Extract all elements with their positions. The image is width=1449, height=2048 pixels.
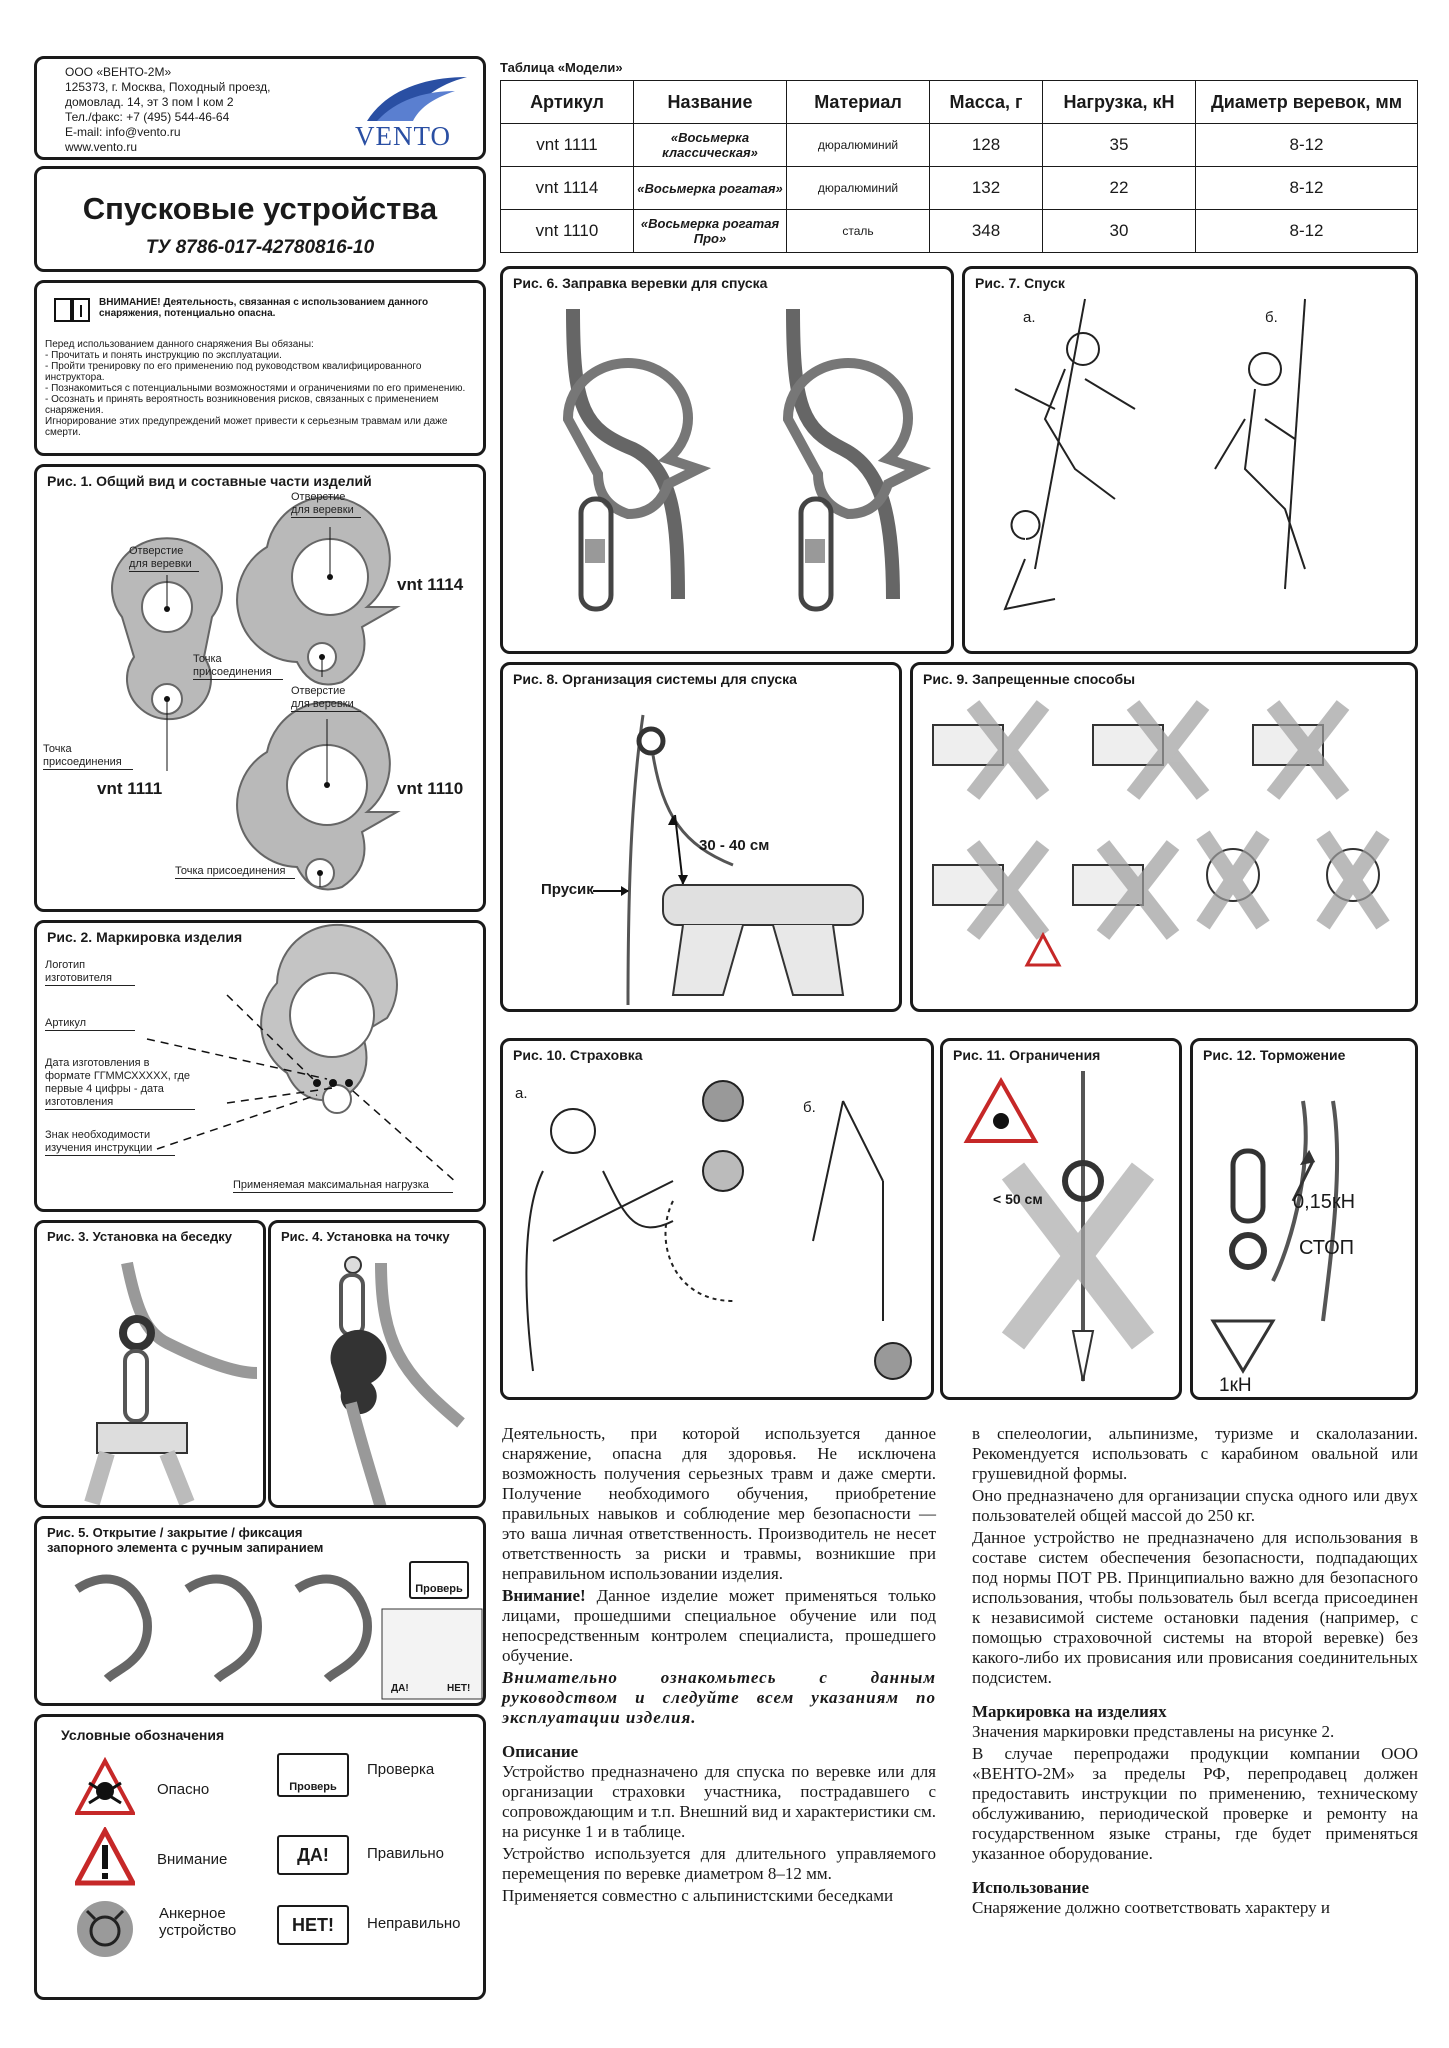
text-paragraph: В случае перепродажи продукции компании ООО «ВЕНТО-2М» за пределы РФ, перепродавец должен предоставить инструкции по применению, техническому обслуживанию, периодической проверке и ремонту на государственном языке страны, где будет применяться указанное оборудование. bbox=[972, 1744, 1418, 1863]
model-label-1111: vnt 1111 bbox=[97, 779, 163, 798]
company-address-2: домовлад. 14, эт 3 пом I ком 2 bbox=[65, 95, 234, 109]
company-phone: Тел./факс: +7 (495) 544-46-64 bbox=[65, 110, 230, 124]
table-caption: Таблица «Модели» bbox=[500, 60, 623, 75]
legend-danger-label: Опасно bbox=[157, 1781, 210, 1798]
fig7-box bbox=[962, 266, 1418, 654]
fig7-label-b: б. bbox=[1265, 309, 1278, 326]
legend-no-label: Неправильно bbox=[367, 1915, 461, 1932]
models-table bbox=[500, 80, 1418, 253]
text-paragraph-emphasis: Внимательно ознакомьтесь с данным руководством и следуйте всем указаниям по эксплуатации изделия. bbox=[502, 1668, 936, 1727]
label-attach-1114: Точка присоединения bbox=[193, 653, 283, 680]
warning-line: Перед использованием данного снаряжения Вы обязаны: bbox=[45, 339, 314, 350]
vento-logo bbox=[327, 69, 477, 155]
attention-bold: Внимание! bbox=[502, 1586, 586, 1605]
belay-drawing bbox=[503, 1041, 934, 1400]
warning-line: - Прочитать и понять инструкцию по эксплуатации. bbox=[45, 350, 282, 361]
warning-heading: ВНИМАНИЕ! Деятельность, связанная с использованием данного снаряжения, потенциально опасна. bbox=[99, 297, 429, 319]
fig9-box bbox=[910, 662, 1418, 1012]
fig12-title: Рис. 12. Торможение bbox=[1203, 1047, 1346, 1063]
fig8-box bbox=[500, 662, 902, 1012]
braking-drawing bbox=[1193, 1041, 1418, 1400]
fig1-box bbox=[34, 464, 486, 912]
table-cell: 132 bbox=[930, 167, 1043, 210]
text-column-left bbox=[502, 1424, 936, 1908]
warning-icon bbox=[75, 1827, 135, 1887]
text-paragraph: Оно предназначено для организации спуска одного или двух пользователей общей массой до 250 кг. bbox=[972, 1486, 1418, 1525]
warning-line: - Познакомиться с потенциальными возможностями и ограничениями по его применению. bbox=[45, 383, 466, 394]
table-cell: 22 bbox=[1043, 167, 1196, 210]
text-paragraph: Данное устройство не предназначено для использования в составе систем обеспечения безопасности, подпадающих под нормы ПОТ РВ. Принципиально важно для безопасного использования, чтобы пользователь был всегда присоединен к независимой системе остановки падения (например, с помощью страховочной системы на второй веревке) без какого-либо их провисания или провисания соединительных подсистем. bbox=[972, 1528, 1418, 1687]
yes-label: ДА! bbox=[391, 1683, 409, 1694]
text-paragraph: Деятельность, при которой используется данное снаряжение, опасна для здоровья. Не исключена возможность получения серьезных травм и даже смерти. Получение необходимого обучения, приобретение правильных навыков и соблюдение мер безопасности — это ваша личная ответственность. Производитель не несет ответственность за риски и травмы, возникшие при неправильном использовании изделия. bbox=[502, 1424, 936, 1583]
label-rope-hole-1110: Отверстие для веревки bbox=[291, 685, 361, 712]
legend-warning-label: Внимание bbox=[157, 1851, 228, 1868]
table-row bbox=[501, 124, 1418, 167]
fig3-box bbox=[34, 1220, 266, 1508]
text-paragraph: Устройство предназначено для спуска по веревке или для организации страховки участника, пострадавшего с сопровождающим и т.п. Внешний вид и характеристики см. на рисунке 1 и в таблице. bbox=[502, 1762, 937, 1841]
table-cell: 8-12 bbox=[1196, 210, 1418, 253]
table-header-row bbox=[501, 81, 1418, 124]
table-header: Масса, г bbox=[930, 81, 1043, 124]
fig3-title: Рис. 3. Установка на беседку bbox=[47, 1229, 233, 1244]
table-cell: дюралюминий bbox=[787, 167, 930, 210]
table-cell: «Восьмерка рогатая Про» bbox=[634, 210, 787, 253]
table-cell: «Восьмерка классическая» bbox=[634, 124, 787, 167]
section-heading-usage: Использование bbox=[972, 1878, 1089, 1897]
table-cell: 128 bbox=[930, 124, 1043, 167]
text-column-right bbox=[972, 1424, 1418, 1920]
warning-line: - Осознать и принять вероятность возникновения рисков, связанных с применением снаряжения. bbox=[45, 394, 439, 416]
legend-no-tag: НЕТ! bbox=[277, 1905, 349, 1945]
mark-label-logo: Логотип изготовителя bbox=[45, 959, 135, 986]
carabiner-lock-drawing bbox=[37, 1519, 486, 1706]
model-label-1114: vnt 1114 bbox=[397, 575, 464, 594]
fig1-title: Рис. 1. Общий вид и составные части изделий bbox=[47, 473, 372, 489]
fig9-title: Рис. 9. Запрещенные способы bbox=[923, 671, 1136, 687]
legend-check-tag: Проверь bbox=[277, 1753, 349, 1797]
text-paragraph: Значения маркировки представлены на рисунке 2. bbox=[972, 1722, 1335, 1741]
anchor-icon bbox=[73, 1897, 137, 1961]
label-rope-hole-1114: Отверстие для веревки bbox=[291, 491, 361, 518]
warning-line: - Пройти тренировку по его применению под руководством квалифицированного инструктора. bbox=[45, 361, 422, 383]
book-info-icon bbox=[53, 295, 91, 325]
text-paragraph: в спелеологии, альпинизме, туризме и скалолазании. Рекомендуется использовать с карабином овальной или грушевидной формы. bbox=[972, 1424, 1418, 1483]
fig10-box bbox=[500, 1038, 934, 1400]
table-cell: vnt 1111 bbox=[501, 124, 634, 167]
fig5-title: Рис. 5. Открытие / закрытие / фиксация запорного элемента с ручным запиранием bbox=[47, 1525, 324, 1555]
table-cell: vnt 1110 bbox=[501, 210, 634, 253]
table-cell: «Восьмерка рогатая» bbox=[634, 167, 787, 210]
harness-install-drawing bbox=[37, 1223, 266, 1508]
fig11-box bbox=[940, 1038, 1182, 1400]
section-heading-description: Описание bbox=[502, 1742, 579, 1761]
label-attach-1110: Точка присоединения bbox=[175, 865, 295, 879]
distance-label: 30 - 40 см bbox=[699, 837, 770, 854]
mark-label-article: Артикул bbox=[45, 1017, 135, 1031]
fig8-title: Рис. 8. Организация системы для спуска bbox=[513, 671, 797, 687]
company-header bbox=[34, 56, 486, 160]
text-paragraph: Устройство используется для длительного управляемого перемещения по веревке диаметром 8–12 мм. bbox=[502, 1844, 936, 1883]
legend-yes-tag: ДА! bbox=[277, 1835, 349, 1875]
table-header: Артикул bbox=[501, 81, 634, 124]
table-header: Материал bbox=[787, 81, 930, 124]
legend-check-label: Проверка bbox=[367, 1761, 435, 1778]
warning-lines bbox=[45, 339, 477, 438]
descender-overview-drawing bbox=[37, 467, 486, 912]
legend-anchor-label: Анкерное устройство bbox=[159, 1905, 237, 1939]
warning-box bbox=[34, 280, 486, 456]
model-label-1110: vnt 1110 bbox=[397, 779, 464, 798]
table-row bbox=[501, 167, 1418, 210]
limitations-drawing bbox=[943, 1041, 1182, 1400]
attention-text: Данное изделие может применяться только лицами, прошедшими специальное обучение или под непосредственным контролем специалиста, прошедшего обучение. bbox=[502, 1586, 936, 1665]
fig11-title: Рис. 11. Ограничения bbox=[953, 1047, 1101, 1063]
forbidden-methods-drawing bbox=[913, 665, 1418, 1012]
fig10-label-a: а. bbox=[515, 1085, 528, 1102]
legend-title: Условные обозначения bbox=[61, 1727, 225, 1743]
limit-label: < 50 см bbox=[993, 1191, 1043, 1207]
table-header: Диаметр веревок, мм bbox=[1196, 81, 1418, 124]
text-paragraph: Применяется совместно с альпинистскими беседками bbox=[502, 1886, 894, 1905]
fig6-box bbox=[500, 266, 954, 654]
check-tag: Проверь bbox=[409, 1561, 469, 1599]
label-attach-1111: Точка присоединения bbox=[43, 743, 133, 770]
fig5-box bbox=[34, 1516, 486, 1706]
mark-label-max-load: Применяемая максимальная нагрузка bbox=[233, 1179, 453, 1193]
fig2-title: Рис. 2. Маркировка изделия bbox=[47, 929, 243, 945]
table-cell: дюралюминий bbox=[787, 124, 930, 167]
table-row bbox=[501, 210, 1418, 253]
fig7-label-a: а. bbox=[1023, 309, 1036, 326]
force-small-label: 0,15кН bbox=[1293, 1191, 1356, 1213]
rope-threading-drawing bbox=[503, 269, 954, 654]
fig12-box bbox=[1190, 1038, 1418, 1400]
legend-yes-label: Правильно bbox=[367, 1845, 445, 1862]
mark-label-date: Дата изготовления в формате ГГММСХХХХХ, где первые 4 цифры - дата изготовления bbox=[45, 1057, 195, 1110]
company-name: ООО «ВЕНТО-2М» bbox=[65, 65, 172, 79]
danger-icon bbox=[75, 1757, 135, 1817]
fig7-title: Рис. 7. Спуск bbox=[975, 275, 1065, 291]
fig10-title: Рис. 10. Страховка bbox=[513, 1047, 643, 1063]
fig2-box bbox=[34, 920, 486, 1212]
table-cell: сталь bbox=[787, 210, 930, 253]
no-label: НЕТ! bbox=[447, 1683, 471, 1694]
title-box bbox=[34, 166, 486, 272]
descent-figures-drawing bbox=[965, 269, 1418, 654]
company-address-1: 125373, г. Москва, Походный проезд, bbox=[65, 80, 271, 94]
fig4-title: Рис. 4. Установка на точку bbox=[281, 1229, 450, 1244]
label-rope-hole-1111: Отверстие для веревки bbox=[129, 545, 199, 572]
text-paragraph bbox=[502, 1586, 936, 1666]
table-cell: 8-12 bbox=[1196, 124, 1418, 167]
company-site: www.vento.ru bbox=[65, 140, 138, 154]
spec-number: ТУ 8786-017-42780816-10 bbox=[145, 237, 375, 258]
vento-logo-text: VENTO bbox=[355, 121, 451, 151]
table-cell: 30 bbox=[1043, 210, 1196, 253]
table-header: Название bbox=[634, 81, 787, 124]
section-heading-marking: Маркировка на изделиях bbox=[972, 1702, 1167, 1721]
table-cell: 8-12 bbox=[1196, 167, 1418, 210]
prusik-label: Прусик bbox=[541, 881, 594, 898]
table-cell: 348 bbox=[930, 210, 1043, 253]
company-email: E-mail: info@vento.ru bbox=[65, 125, 181, 139]
force-big-label: 1кН bbox=[1219, 1375, 1252, 1396]
legend-box bbox=[34, 1714, 486, 2000]
fig10-label-b: б. bbox=[803, 1099, 816, 1116]
warning-line: Игнорирование этих предупреждений может привести к серьезным травмам или даже смерти. bbox=[45, 416, 448, 438]
table-header: Нагрузка, кН bbox=[1043, 81, 1196, 124]
table-cell: 35 bbox=[1043, 124, 1196, 167]
text-paragraph: Снаряжение должно соответствовать характеру и bbox=[972, 1898, 1330, 1917]
table-cell: vnt 1114 bbox=[501, 167, 634, 210]
stop-label: СТОП bbox=[1299, 1237, 1355, 1259]
anchor-install-drawing bbox=[271, 1223, 486, 1508]
page-title: Спусковые устройства bbox=[82, 191, 438, 226]
fig4-box bbox=[268, 1220, 486, 1508]
fig6-title: Рис. 6. Заправка веревки для спуска bbox=[513, 275, 768, 291]
mark-label-instruction: Знак необходимости изучения инструкции bbox=[45, 1129, 175, 1156]
